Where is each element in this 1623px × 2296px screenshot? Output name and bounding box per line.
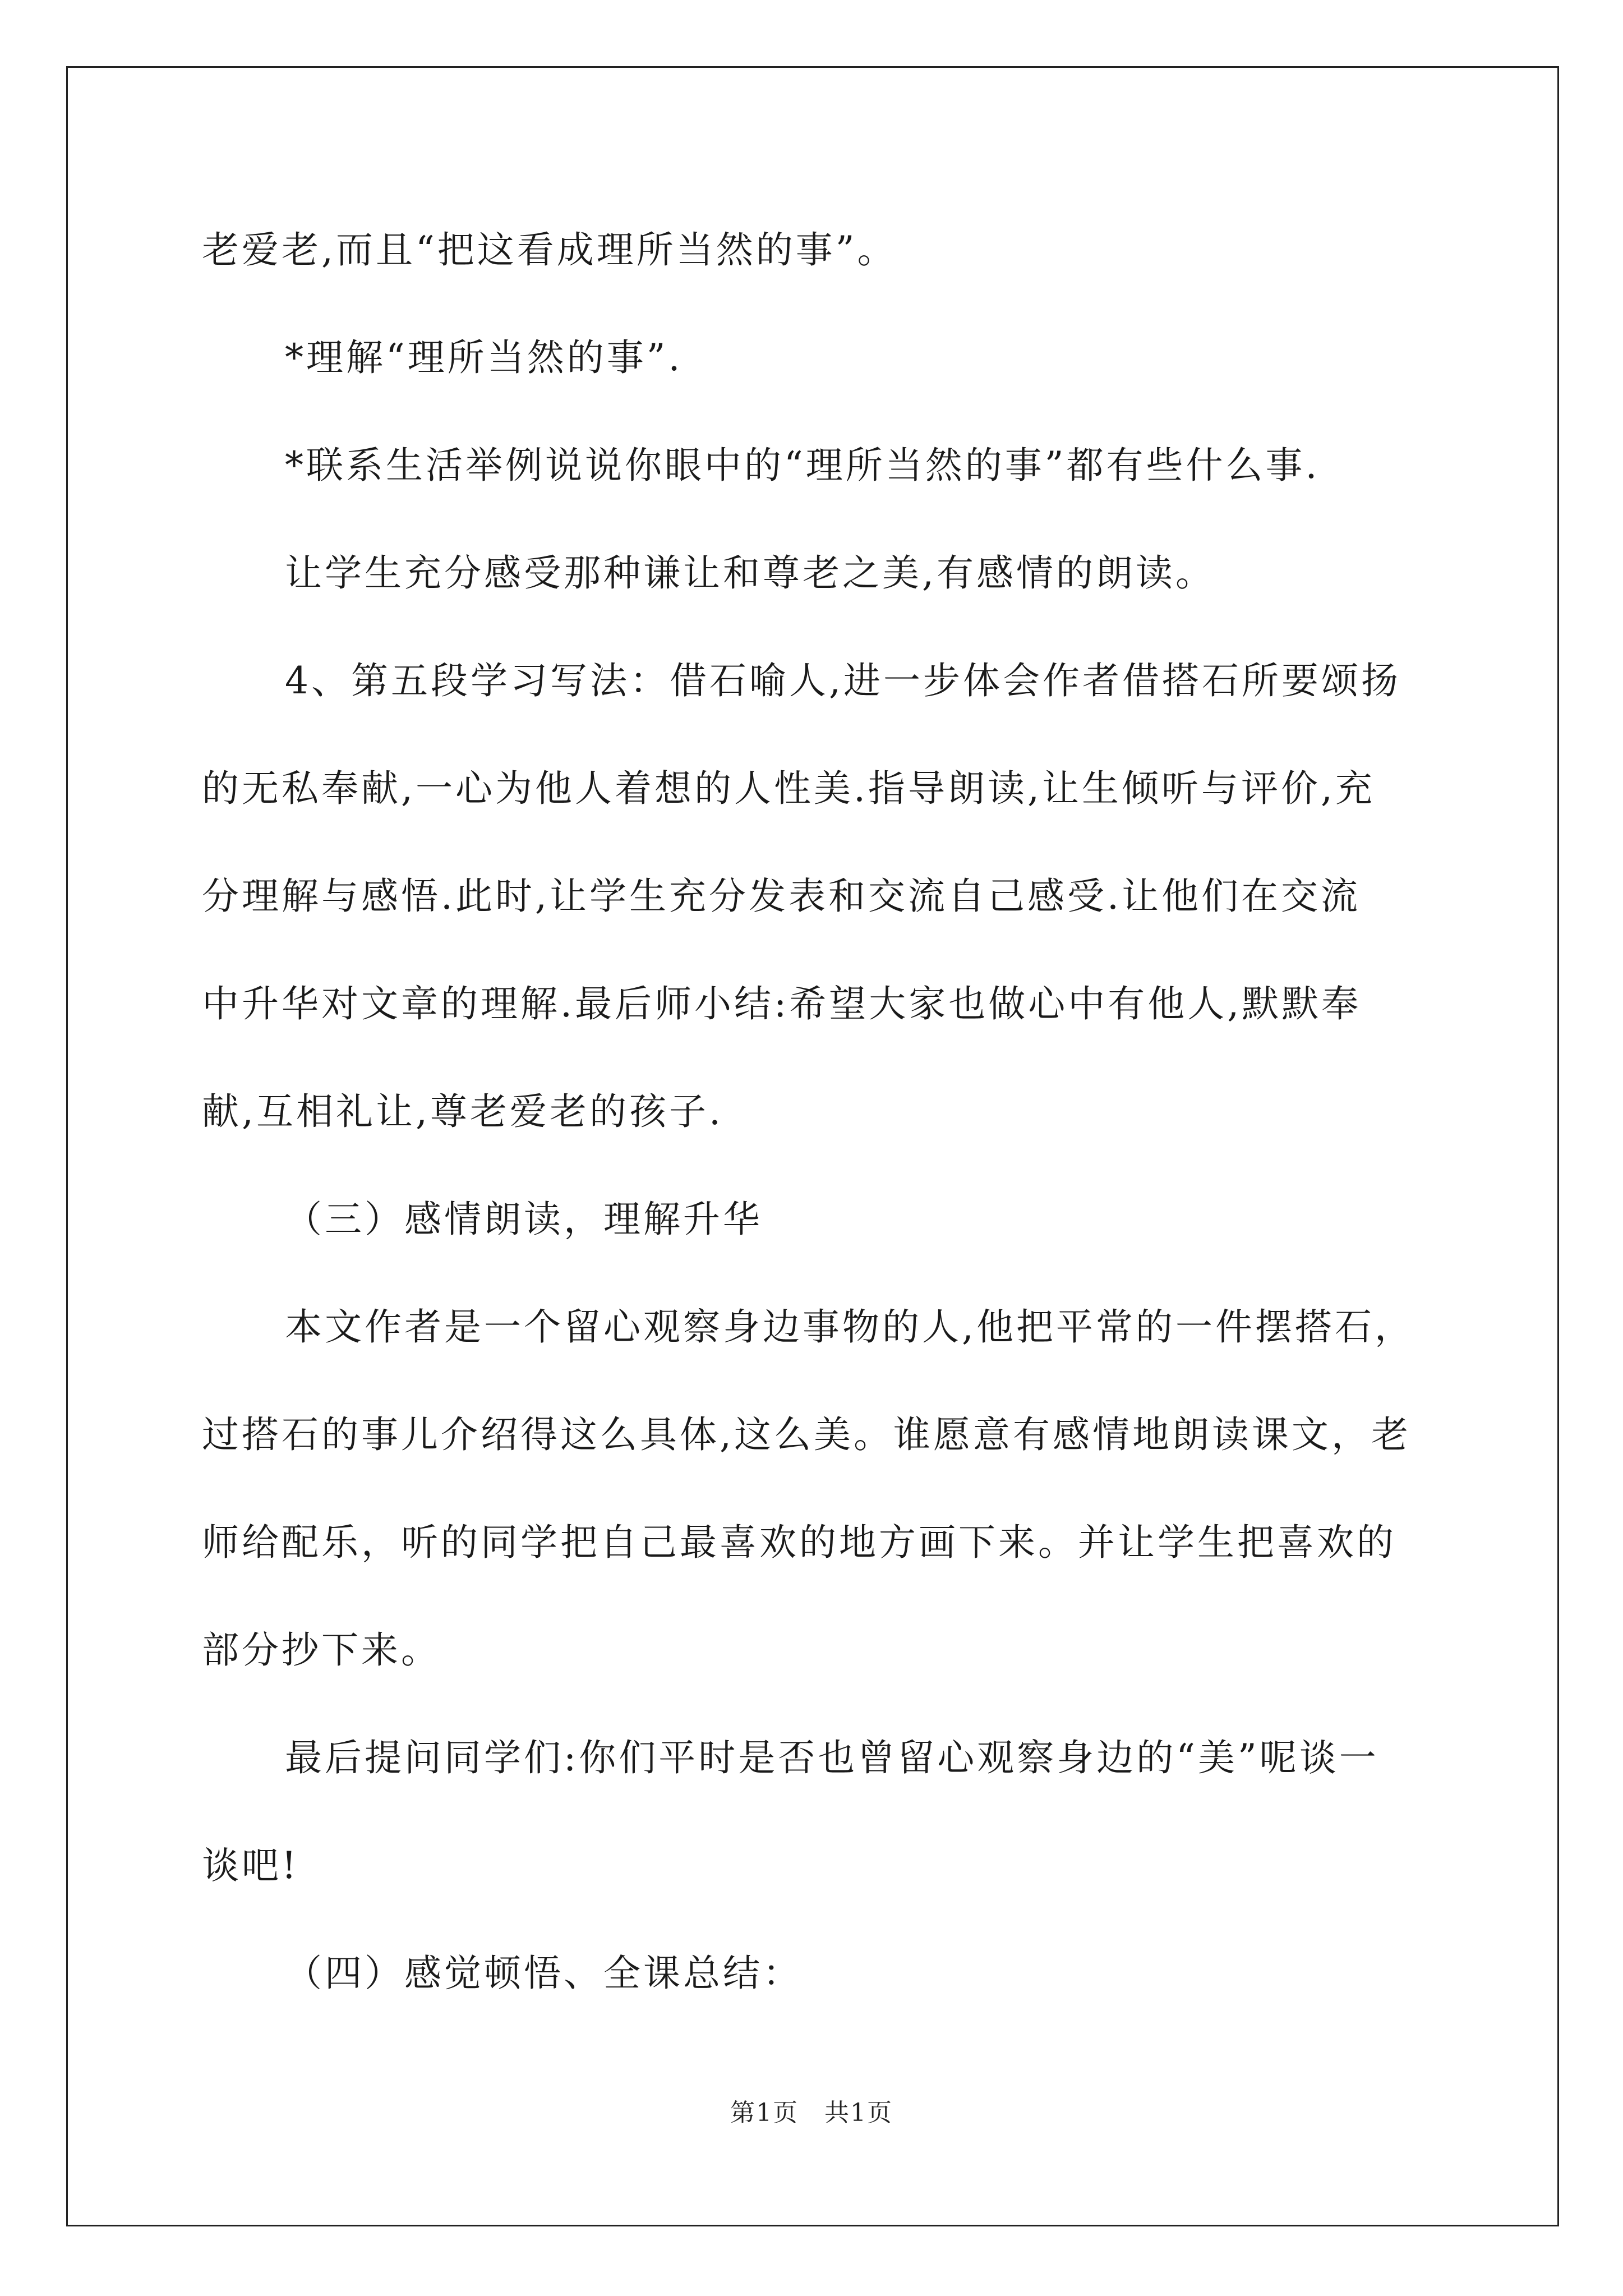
section-heading: （四）感觉顿悟、全课总结： [285, 1952, 803, 1995]
text-line: 献,互相礼让,尊老爱老的孩子. [202, 1090, 723, 1133]
text-line: 4、第五段学习写法：借石喻人,进一步体会作者借搭石所要颂扬 [285, 659, 1401, 702]
text-line: 让学生充分感受那种谦让和尊老之美,有感情的朗读。 [285, 551, 1215, 595]
text-line: 部分抄下来。 [202, 1628, 441, 1672]
text-line: 谈吧! [202, 1844, 299, 1887]
section-heading: （三）感情朗读，理解升华 [285, 1198, 763, 1241]
text-line: 本文作者是一个留心观察身边事物的人,他把平常的一件摆搭石， [285, 1305, 1414, 1349]
text-line: 的无私奉献,一心为他人着想的人性美.指导朗读,让生倾听与评价,充 [202, 767, 1375, 810]
text-line: *联系生活举例说说你眼中的“理所当然的事”都有些什么事. [285, 444, 1320, 487]
page-border [66, 66, 1559, 2226]
page-number: 第1页 共1页 [730, 2099, 893, 2127]
text-line: 最后提问同学们:你们平时是否也曾留心观察身边的“美”呢谈一 [285, 1736, 1379, 1779]
text-line: 老爱老,而且“把这看成理所当然的事”。 [202, 228, 897, 272]
text-line: 中升华对文章的理解.最后师小结:希望大家也做心中有他人,默默奉 [202, 982, 1362, 1025]
text-line: *理解“理所当然的事”. [285, 336, 683, 379]
text-line: 过搭石的事儿介绍得这么具体,这么美。谁愿意有感情地朗读课文，老 [202, 1413, 1411, 1456]
text-line: 分理解与感悟.此时,让学生充分发表和交流自己感受.让他们在交流 [202, 875, 1361, 918]
text-line: 师给配乐，听的同学把自己最喜欢的地方画下来。并让学生把喜欢的 [202, 1521, 1396, 1564]
